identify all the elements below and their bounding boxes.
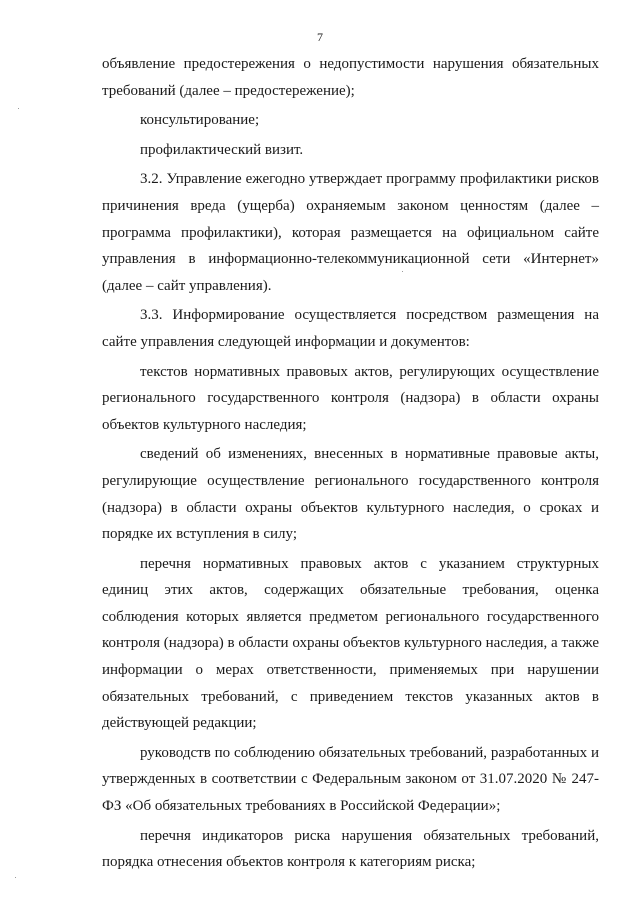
scan-speck: [15, 877, 16, 878]
scan-speck: [402, 271, 403, 272]
page-number: 7: [317, 30, 323, 44]
paragraph-consulting: консультирование;: [140, 112, 260, 129]
paragraph-warning-continuation: объявление предостережения о недопустимости нарушения обязательных требований (далее – предостережение);: [102, 56, 599, 99]
paragraph-legal-texts: текстов нормативных правовых актов, регулирующих осуществление регионального государственного контроля (надзора) в области охраны объектов культурного наследия;: [102, 363, 599, 433]
document-body: [102, 51, 599, 876]
paragraph-section-3-2: 3.2. Управление ежегодно утверждает программу профилактики рисков причинения вреда (ущерба) охраняемым законом ценностям (далее – программа профилактики), которая размещается на официальном сайте управления в информационно-телекоммуникационной сети «Интернет» (далее – сайт управления).: [102, 171, 599, 294]
paragraph-section-3-3: 3.3. Информирование осуществляется посредством размещения на сайте управления следующей информации и документов:: [102, 307, 599, 350]
paragraph-risk-indicators: перечня индикаторов риска нарушения обязательных требований, порядка отнесения объектов контроля к категориям риска;: [102, 827, 599, 871]
scan-speck: [18, 108, 19, 109]
paragraph-preventive-visit: профилактический визит.: [140, 141, 304, 158]
paragraph-guidelines: руководств по соблюдению обязательных требований, разработанных и утвержденных в соответствии с Федеральным законом от 31.07.2020 № 247-ФЗ «Об обязательных требованиях в Российской Федерации»;: [102, 744, 599, 815]
paragraph-amendments: сведений об изменениях, внесенных в нормативные правовые акты, регулирующие осуществление регионального государственного контроля (надзора) в области охраны объектов культурного наследия, о сроках и порядке их вступления в силу;: [102, 446, 599, 543]
paragraph-acts-list: перечня нормативных правовых актов с указанием структурных единиц этих актов, содержащих обязательные требования, оценка соблюдения которых является предметом регионального государственного контроля (надзора) в области охраны объектов культурного наследия, а также информации о мерах ответственности, применяемых при нарушении обязательных требований, с приведением текстов указанных актов в действующей редакции;: [102, 555, 599, 732]
